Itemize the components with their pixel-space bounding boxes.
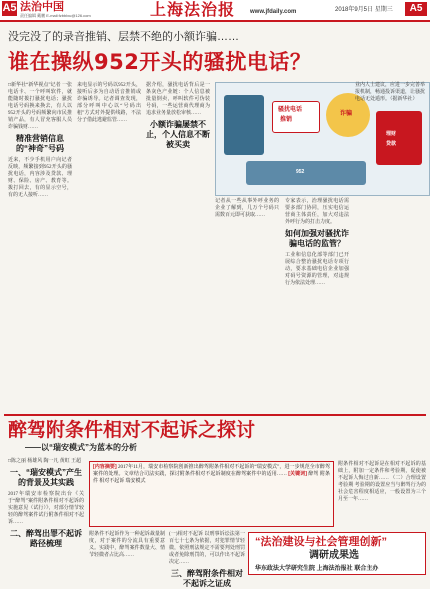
section-title: 法治中国 [20,1,64,13]
story1-col3-text: 记者从一些从事外呼业务的企业了解到，几万个号码只需数百元即可获取…… [215,199,279,218]
story2-col5-text: （二）合理设置考验期 考验期的设置应当与醉驾行为的社会危害程度相适应，一般设置为三个月至一年…… [338,476,426,502]
story2-col4-text: 附条件相对不起诉是在相对不起诉的基础上，附加一定条件和考验期，促使被不起诉人悔过自新…… [338,462,426,481]
story1-col1-text: □新华社“新华视点”记者 一张电话卡、一个呼叫软件，就能随时拨打骚扰电话；骚扰电话号码换来换去，有人以952开头的号码频繁向市民推销产品，有人冒充客服人员诈骗钱财…… [8,83,72,130]
section-badge: A5 [2,2,17,14]
story2-column-4 [338,461,426,529]
illus-label-5: 贷款 [386,141,397,147]
banner-subtitle: 调研成果选 [309,550,359,561]
story1-column-3 [146,82,210,410]
story1-col1b-text: 近来，不少手机用户向记者反映，频繁接到952开头的骚扰电话，内容涉及贷款、理财、保险、房产、教育等。拨打回去，有的显示空号，有的无人接听…… [8,158,72,198]
story1-headline: 谁在操纵952开头的骚扰电话？ [8,50,312,74]
story2-col1-heading2: 二、醉驾出罪不起诉路径梳理 [10,529,82,548]
page-number: A5 [405,2,427,16]
abstract-label: [内容摘要] [93,464,117,470]
story2-col1-text: 2017年瑞安市检察院出台《关于“醉驾”案件附条件相对不起诉的实施意见（试行）》，对部分情节较轻的醉驾案件试行附条件相对不起诉…… [8,492,84,525]
story1-col2-text: 来电显示的号码以952开头，接听后多为自动语音推销或诈骗诱导。记者调查发现，部分呼叫中心以“号码出租”方式对外提供线路，不法分子借此逃避监管…… [77,83,141,123]
story2-col3-text: (一)相对不起诉 以刑事诉讼法第一百七十七条为依据，对犯罪情节轻微，依照刑法规定不需要判处刑罚或者免除刑罚的，可以作出不起诉决定…… [169,532,245,565]
paper-url[interactable]: www.jfdaily.com [250,9,297,15]
section-editor: 责任编辑 戴鹏 E-mail:fzbblxu@126.com [20,13,91,18]
banner-organizers: 华东政法大学研究生院 上海法治报社 联合主办 [255,566,379,572]
story1-column-2 [77,82,141,410]
story2-column-2 [89,531,165,575]
story1-col1-heading: 精准营销信息的“神奇”号码 [16,134,64,153]
masthead [0,0,430,22]
abstract-text: 2017年11月，瑞安市检察院创新推出醉驾附条件相对不起诉的“瑞安模式”，进一步规范全市醉驾案件的处理。文章结合司法实践，探讨附条件相对不起诉制度在醉驾案件中的适用…… [93,465,330,477]
series-banner [248,532,426,575]
section-divider [4,414,426,416]
story1-column-1 [8,82,72,410]
paper-name: 上海法治报 [150,0,236,19]
story2-col3-heading: 三、醉驾附条件相对不起诉之证成 [171,569,243,588]
illus-label-2: 推销 [280,117,293,123]
story1-kicker: 没完没了的录音推销、层禁不绝的小额诈骗…… [8,31,239,43]
banner-title: “法治建设与社会管理创新” [255,536,387,548]
keywords-text: 醉驾 附条件 相对不起诉 瑞安模式 [93,472,330,484]
story1-col4-text: 工业和信息化部等部门已开展综合整治骚扰电话专项行动，要求基础电信企业加强对码号资源的管理，对违规行为依法处理…… [285,253,349,286]
story2-col2-text: 附条件不起诉作为一种起诉裁量制度，对于案件的分流具有重要意义。实践中，醉驾案件数量大、情节轻微者占比高…… [89,532,165,558]
story2-subtitle: ——以“瑞安模式”为蓝本的分析 [25,443,137,452]
story1-column-5 [285,198,349,410]
illus-label-1: 骚扰电话 [278,107,303,113]
story1-col3-heading: 如何加强对骚扰诈骗电话的监管？ [285,229,349,248]
illus-label-3: 诈骗 [340,111,353,117]
issue-date: 2018年9月5日 星期三 [335,7,393,13]
story2-headline: 醉驾附条件相对不起诉之探讨 [8,419,256,441]
story2-column-3 [169,531,245,588]
story2-byline: □陈之丽 杨雄风 陶一凡 黄虹 王超 [8,459,82,464]
story1-col2b-text: 据介绍，骚扰电话背后是一条灰色产业链：个人信息被批量倒卖，呼叫软件可伪装号码，一些运营商代理商为追求业务量放松审核…… [146,83,210,116]
story2-column-1 [8,458,84,575]
illus-label-4: 理财 [386,131,397,137]
illus-label-6: 952 [296,169,305,175]
story1-col2-heading: 小额诈骗屡禁不止，个人信息不断被买卖 [146,120,210,149]
phone-icon [224,95,264,155]
story2-col1-heading: 一、“瑞安模式”产生的背景及其实践 [10,468,82,487]
story1-col3b-text: 专家表示，治理骚扰电话需要多部门协同，压实电信运营商主体责任，加大对违法外呼行为的打击力度。 [285,199,349,225]
story2-abstract [89,461,334,527]
story1-col4b-text: 业内人士建议，应进一步完善举报机制，畅通投诉渠道，让骚扰电话无处遁形。（据新华社） [355,83,426,102]
story1-column-4 [215,198,279,410]
story1-column-6 [355,82,425,410]
keywords-label: [关键词] [288,471,307,477]
phone-line-banner [246,161,366,185]
